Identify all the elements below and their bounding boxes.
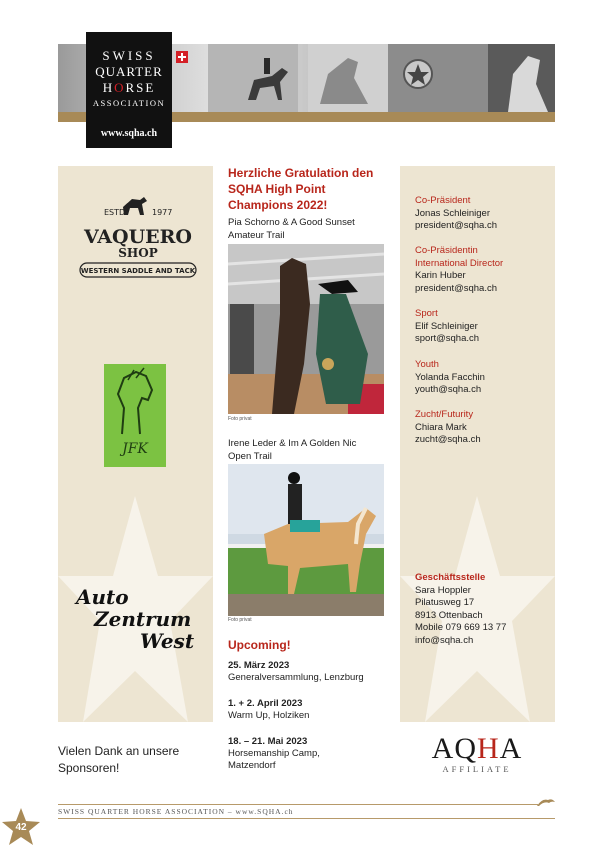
logo-h: H: [102, 80, 115, 95]
contact-geschaeftsstelle: [415, 572, 550, 647]
vaquero-year: 1977: [152, 208, 173, 217]
contact-role: Zucht/Futurity: [415, 409, 474, 420]
footer-horse-icon: [536, 796, 556, 808]
website-link[interactable]: www.sqha.ch: [100, 128, 158, 139]
champion2-class: Open Trail: [228, 451, 272, 462]
contact-role: Co-Präsidentin International Director: [415, 245, 504, 269]
contact-sport: [415, 308, 550, 346]
vaquero-shop: SHOP: [118, 246, 158, 260]
vaquero-name: VAQUERO: [84, 226, 192, 248]
auto-line1: Auto: [76, 585, 129, 609]
contact-city: 8913 Ottenbach: [415, 609, 483, 621]
event-desc: Warm Up, Holziken: [228, 710, 310, 721]
jfk-logo[interactable]: [104, 364, 166, 467]
champion2-name: Irene Leder & Im A Golden Nic: [228, 438, 357, 449]
logo-line-association: ASSOCIATION: [92, 98, 166, 108]
event-item: [228, 698, 388, 722]
contact-street: Pilatusweg 17: [415, 597, 475, 608]
sqha-logo[interactable]: [86, 32, 172, 148]
contact-email[interactable]: sport@sqha.ch: [415, 333, 480, 344]
auto-line3: West: [140, 629, 195, 653]
sponsor-thanks: Vielen Dank an unsere Sponsoren!: [58, 744, 180, 775]
contact-name: Yolanda Facchin: [415, 371, 485, 383]
champion1-name: Pia Schorno & A Good Sunset: [228, 217, 355, 228]
horse-head-icon: [104, 364, 166, 439]
logo-line-swiss: SWISS: [102, 48, 156, 63]
arena-photo: [228, 244, 384, 414]
footer-text: SWISS QUARTER HORSE ASSOCIATION – www.SQHA.ch: [58, 807, 294, 816]
trail-photo: [228, 464, 384, 616]
contact-youth: [415, 359, 550, 397]
footer-divider-bottom: [58, 818, 555, 819]
contact-phone[interactable]: Mobile 079 669 13 77: [415, 622, 507, 633]
contact-name: Jonas Schleiniger: [415, 207, 490, 219]
contact-role: Co-Präsident: [415, 195, 471, 206]
contact-name: Karin Huber: [415, 270, 466, 281]
event-desc: Horsemanship Camp, Matzendorf: [228, 748, 320, 771]
champion2-photo: [228, 464, 384, 616]
contact-email[interactable]: zucht@sqha.ch: [415, 434, 481, 445]
event-date: 25. März 2023: [228, 660, 290, 671]
contact-role: Youth: [415, 359, 439, 370]
aqha-aq: AQ: [431, 732, 477, 765]
contact-co-praesident: [415, 195, 550, 233]
logo-line-quarter: QUARTER: [95, 64, 163, 79]
champion1-class: Amateur Trail: [228, 230, 285, 241]
contact-email[interactable]: president@sqha.ch: [415, 282, 497, 294]
contact-email[interactable]: youth@sqha.ch: [415, 384, 482, 395]
contact-name: Chiara Mark: [415, 421, 467, 433]
contact-email[interactable]: info@sqha.ch: [415, 634, 474, 646]
vaquero-tagline: WESTERN SADDLE AND TACK: [80, 267, 196, 275]
aqha-h: H: [477, 732, 500, 765]
contact-name: Elif Schleiniger: [415, 320, 478, 332]
event-date: 18. – 21. Mai 2023: [228, 736, 308, 747]
photo1-credit: Foto privat: [228, 416, 252, 422]
upcoming-heading: Upcoming!: [228, 638, 291, 652]
event-item: [228, 660, 388, 684]
photo2-credit: Foto privat: [228, 617, 252, 623]
event-date: 1. + 2. April 2023: [228, 698, 303, 709]
aqha-wordmark: [418, 732, 536, 766]
aqha-a: A: [499, 732, 523, 765]
auto-zentrum-west-logo[interactable]: [70, 582, 210, 654]
page-number: 42: [15, 822, 27, 833]
horse-icon: [123, 197, 147, 215]
jfk-label: JFK: [122, 441, 148, 457]
champion1-photo: [228, 244, 384, 414]
swiss-flag-icon: [176, 51, 188, 63]
contact-name: Sara Hoppler: [415, 584, 471, 596]
footer-divider-top: [58, 804, 538, 805]
contact-role: Geschäftsstelle: [415, 572, 486, 583]
contact-zucht: [415, 409, 550, 447]
aqha-affiliate: AFFILIATE: [442, 764, 512, 774]
auto-line2: Zentrum: [94, 607, 192, 631]
article-title: Herzliche Gratulation den SQHA High Point Champions 2022!: [228, 166, 374, 212]
event-item: [228, 736, 338, 772]
contact-role: Sport: [415, 308, 438, 319]
event-desc: Generalversammlung, Lenzburg: [228, 672, 364, 683]
logo-q: O: [114, 80, 126, 95]
logo-line-horse: [86, 80, 172, 96]
contact-co-praesidentin: [415, 245, 520, 295]
contact-email[interactable]: president@sqha.ch: [415, 220, 497, 231]
vaquero-shop-logo[interactable]: [68, 195, 208, 281]
logo-rse: RSE: [125, 80, 156, 95]
aqha-affiliate-logo[interactable]: [418, 732, 536, 774]
vaquero-estd: ESTD: [104, 208, 126, 217]
